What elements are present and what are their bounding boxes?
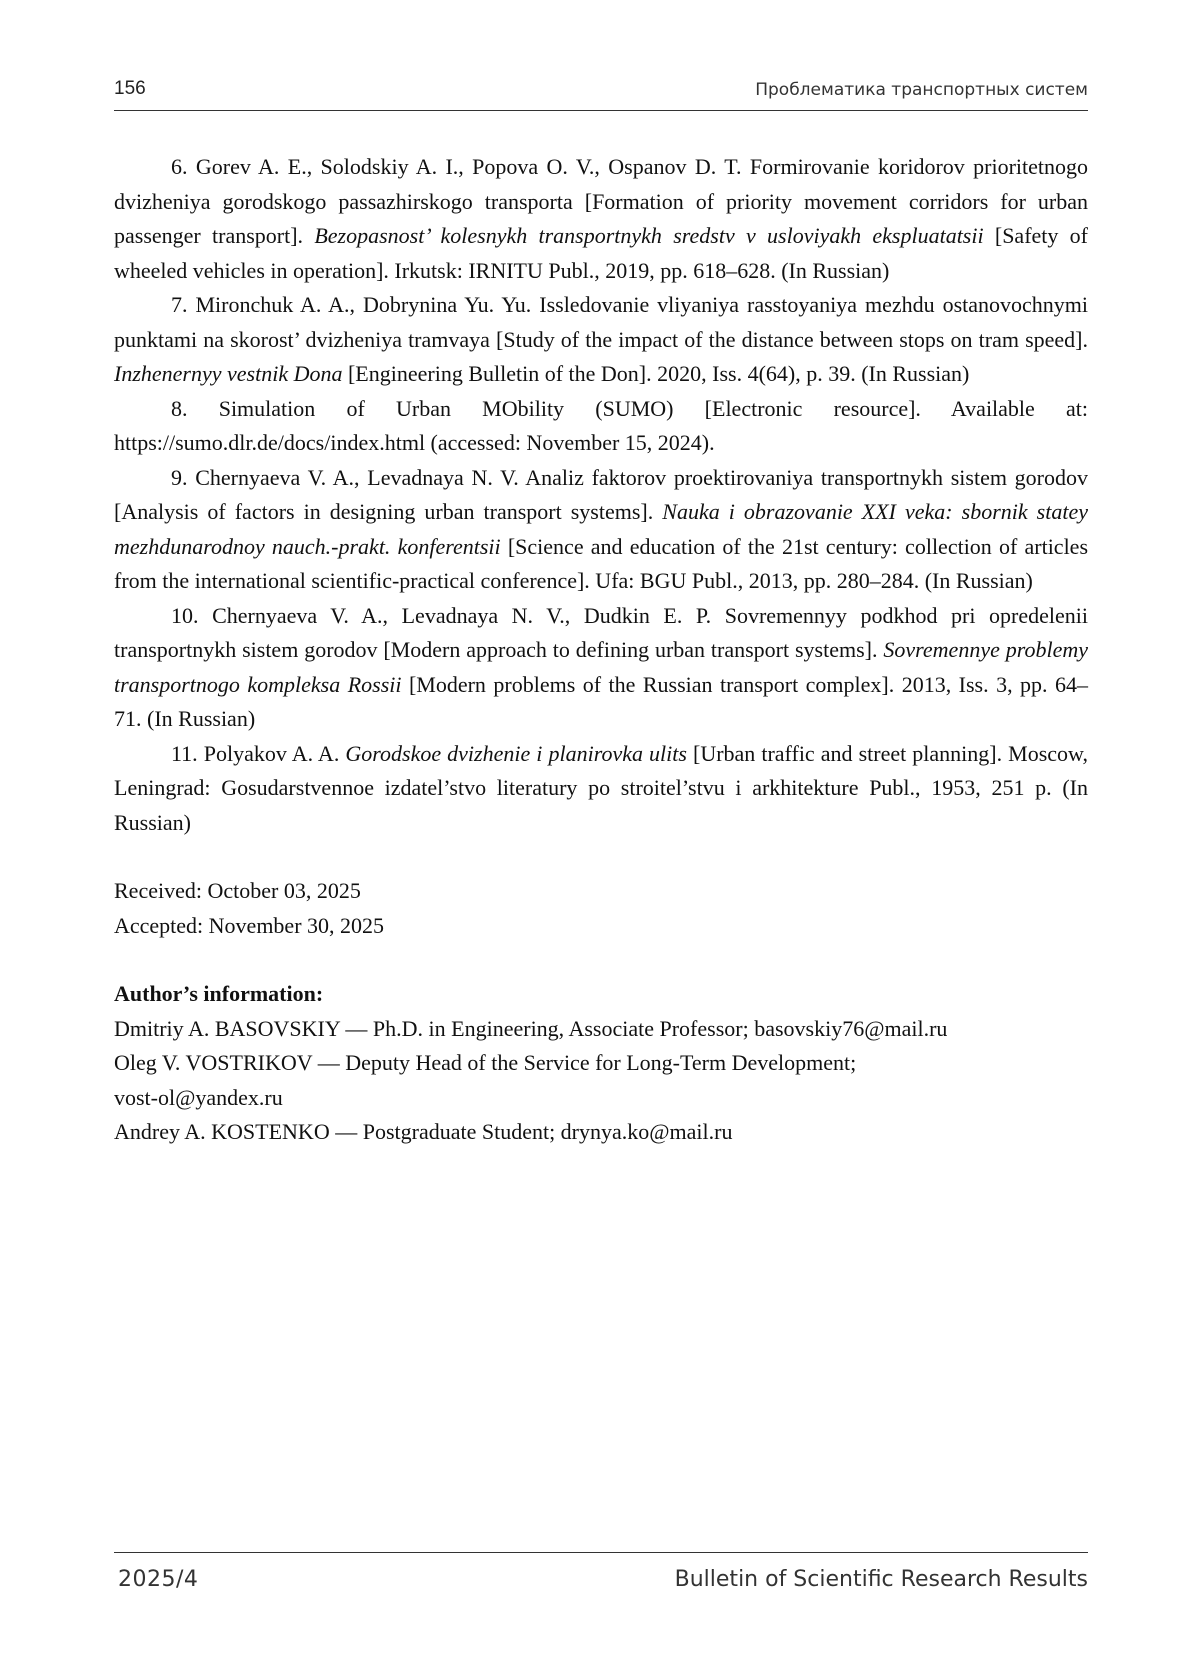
author-line: Dmitriy A. BASOVSKIY — Ph.D. in Engineering, Associate Professor; basovskiy76@mail.ru: [114, 1015, 948, 1041]
reference-source-title: Bezopasnost’ kolesnykh transportnykh sredstv v usloviyakh ekspluatatsii: [314, 223, 984, 248]
reference-text: Polyakov A. A.: [203, 740, 346, 766]
reference-text-tail: [Urban traffic and street planning]. Moscow, Leningrad: Gosudarstvennoe izdatel’stvo literatury po stroitel’stvu i arkhitekture Publ., 1953, 251 p. (In Russian): [114, 740, 1088, 835]
reference-source-title: Nauka i obrazovanie XXI veka: sbornik statey mezhdunarodnoy nauch.-prakt. konferentsii: [114, 499, 1088, 559]
page-number: 156: [114, 78, 146, 99]
reference-text-tail: [Safety of wheeled vehicles in operation]. Irkutsk: IRNITU Publ., 2019, pp. 618–628. (In Russian): [114, 223, 1088, 283]
running-title: Проблематика транспортных систем: [755, 80, 1088, 100]
reference-text: Simulation of Urban MObility (SUMO) [Electronic resource]. Available at: https://sumo.dlr.de/docs/index.html (accessed: November 15, 2024).: [114, 395, 1088, 455]
reference-source-title: Gorodskoe dvizhenie i planirovka ulits: [345, 740, 687, 766]
reference-number: 9.: [171, 464, 188, 490]
reference-item: [114, 150, 1088, 288]
page-footer: [114, 1552, 1088, 1592]
reference-item: [114, 288, 1088, 392]
reference-item: [114, 392, 1088, 461]
journal-name: Bulletin of Scientific Research Results: [674, 1567, 1088, 1592]
author-information: [114, 977, 1088, 1150]
reference-text: Mironchuk A. A., Dobrynina Yu. Yu. Issledovanie vliyaniya rasstoyaniya mezhdu ostanovochnymi punktami na skorost’ dvizheniya tramvaya [Study of the impact of the distance between stops on tram speed].: [114, 292, 1088, 352]
journal-issue: 2025/4: [118, 1567, 199, 1592]
reference-item: [114, 737, 1088, 841]
reference-number: 7.: [171, 292, 188, 317]
reference-list: [114, 150, 1088, 840]
page-header: [114, 76, 1088, 111]
reference-text: Chernyaeva V. A., Levadnaya N. V., Dudkin E. P. Sovremennyy podkhod pri opredelenii transportnykh sistem gorodov [Modern approach to defining urban transport systems].: [114, 602, 1089, 662]
author-line: Oleg V. VOSTRIKOV — Deputy Head of the Service for Long-Term Development;: [114, 1050, 857, 1075]
reference-text: Chernyaeva V. A., Levadnaya N. V. Analiz faktorov proektirovaniya transportnykh sistem gorodov [Analysis of factors in designing urban transport systems].: [114, 464, 1089, 524]
reference-number: 10.: [171, 602, 199, 628]
author-line: vost-ol@yandex.ru: [114, 1084, 283, 1110]
reference-source-title: Inzhenernyy vestnik Dona: [114, 361, 343, 386]
accepted-date: Accepted: November 30, 2025: [114, 912, 385, 938]
received-date: Received: October 03, 2025: [114, 878, 361, 903]
article-dates: [114, 874, 1088, 943]
reference-text: Gorev A. E., Solodskiy A. I., Popova O. V., Ospanov D. T. Formirovanie koridorov prioritetnogo dvizheniya gorodskogo passazhirskogo transporta [Formation of priority movement corridors for urban passenger transport].: [114, 154, 1088, 248]
reference-text-tail: [Engineering Bulletin of the Don]. 2020, Iss. 4(64), p. 39. (In Russian): [342, 361, 970, 386]
reference-number: 11.: [171, 740, 198, 766]
reference-number: 6.: [171, 154, 188, 179]
reference-text-tail: [Science and education of the 21st century: collection of articles from the international scientific-practical conference]. Ufa: BGU Publ., 2013, pp. 280–284. (In Russian): [114, 533, 1089, 593]
reference-number: 8.: [171, 395, 188, 421]
reference-item: [114, 461, 1088, 599]
reference-text-tail: [Modern problems of the Russian transport complex]. 2013, Iss. 3, pp. 64–71. (In Russian): [114, 671, 1088, 731]
reference-source-title: Sovremennye problemy transportnogo kompleksa Rossii: [114, 637, 1089, 697]
author-line: Andrey A. KOSTENKO — Postgraduate Student; drynya.ko@mail.ru: [114, 1119, 733, 1144]
reference-item: [114, 599, 1088, 737]
page-body: [114, 150, 1088, 1150]
author-info-heading: Author’s information:: [114, 981, 324, 1006]
